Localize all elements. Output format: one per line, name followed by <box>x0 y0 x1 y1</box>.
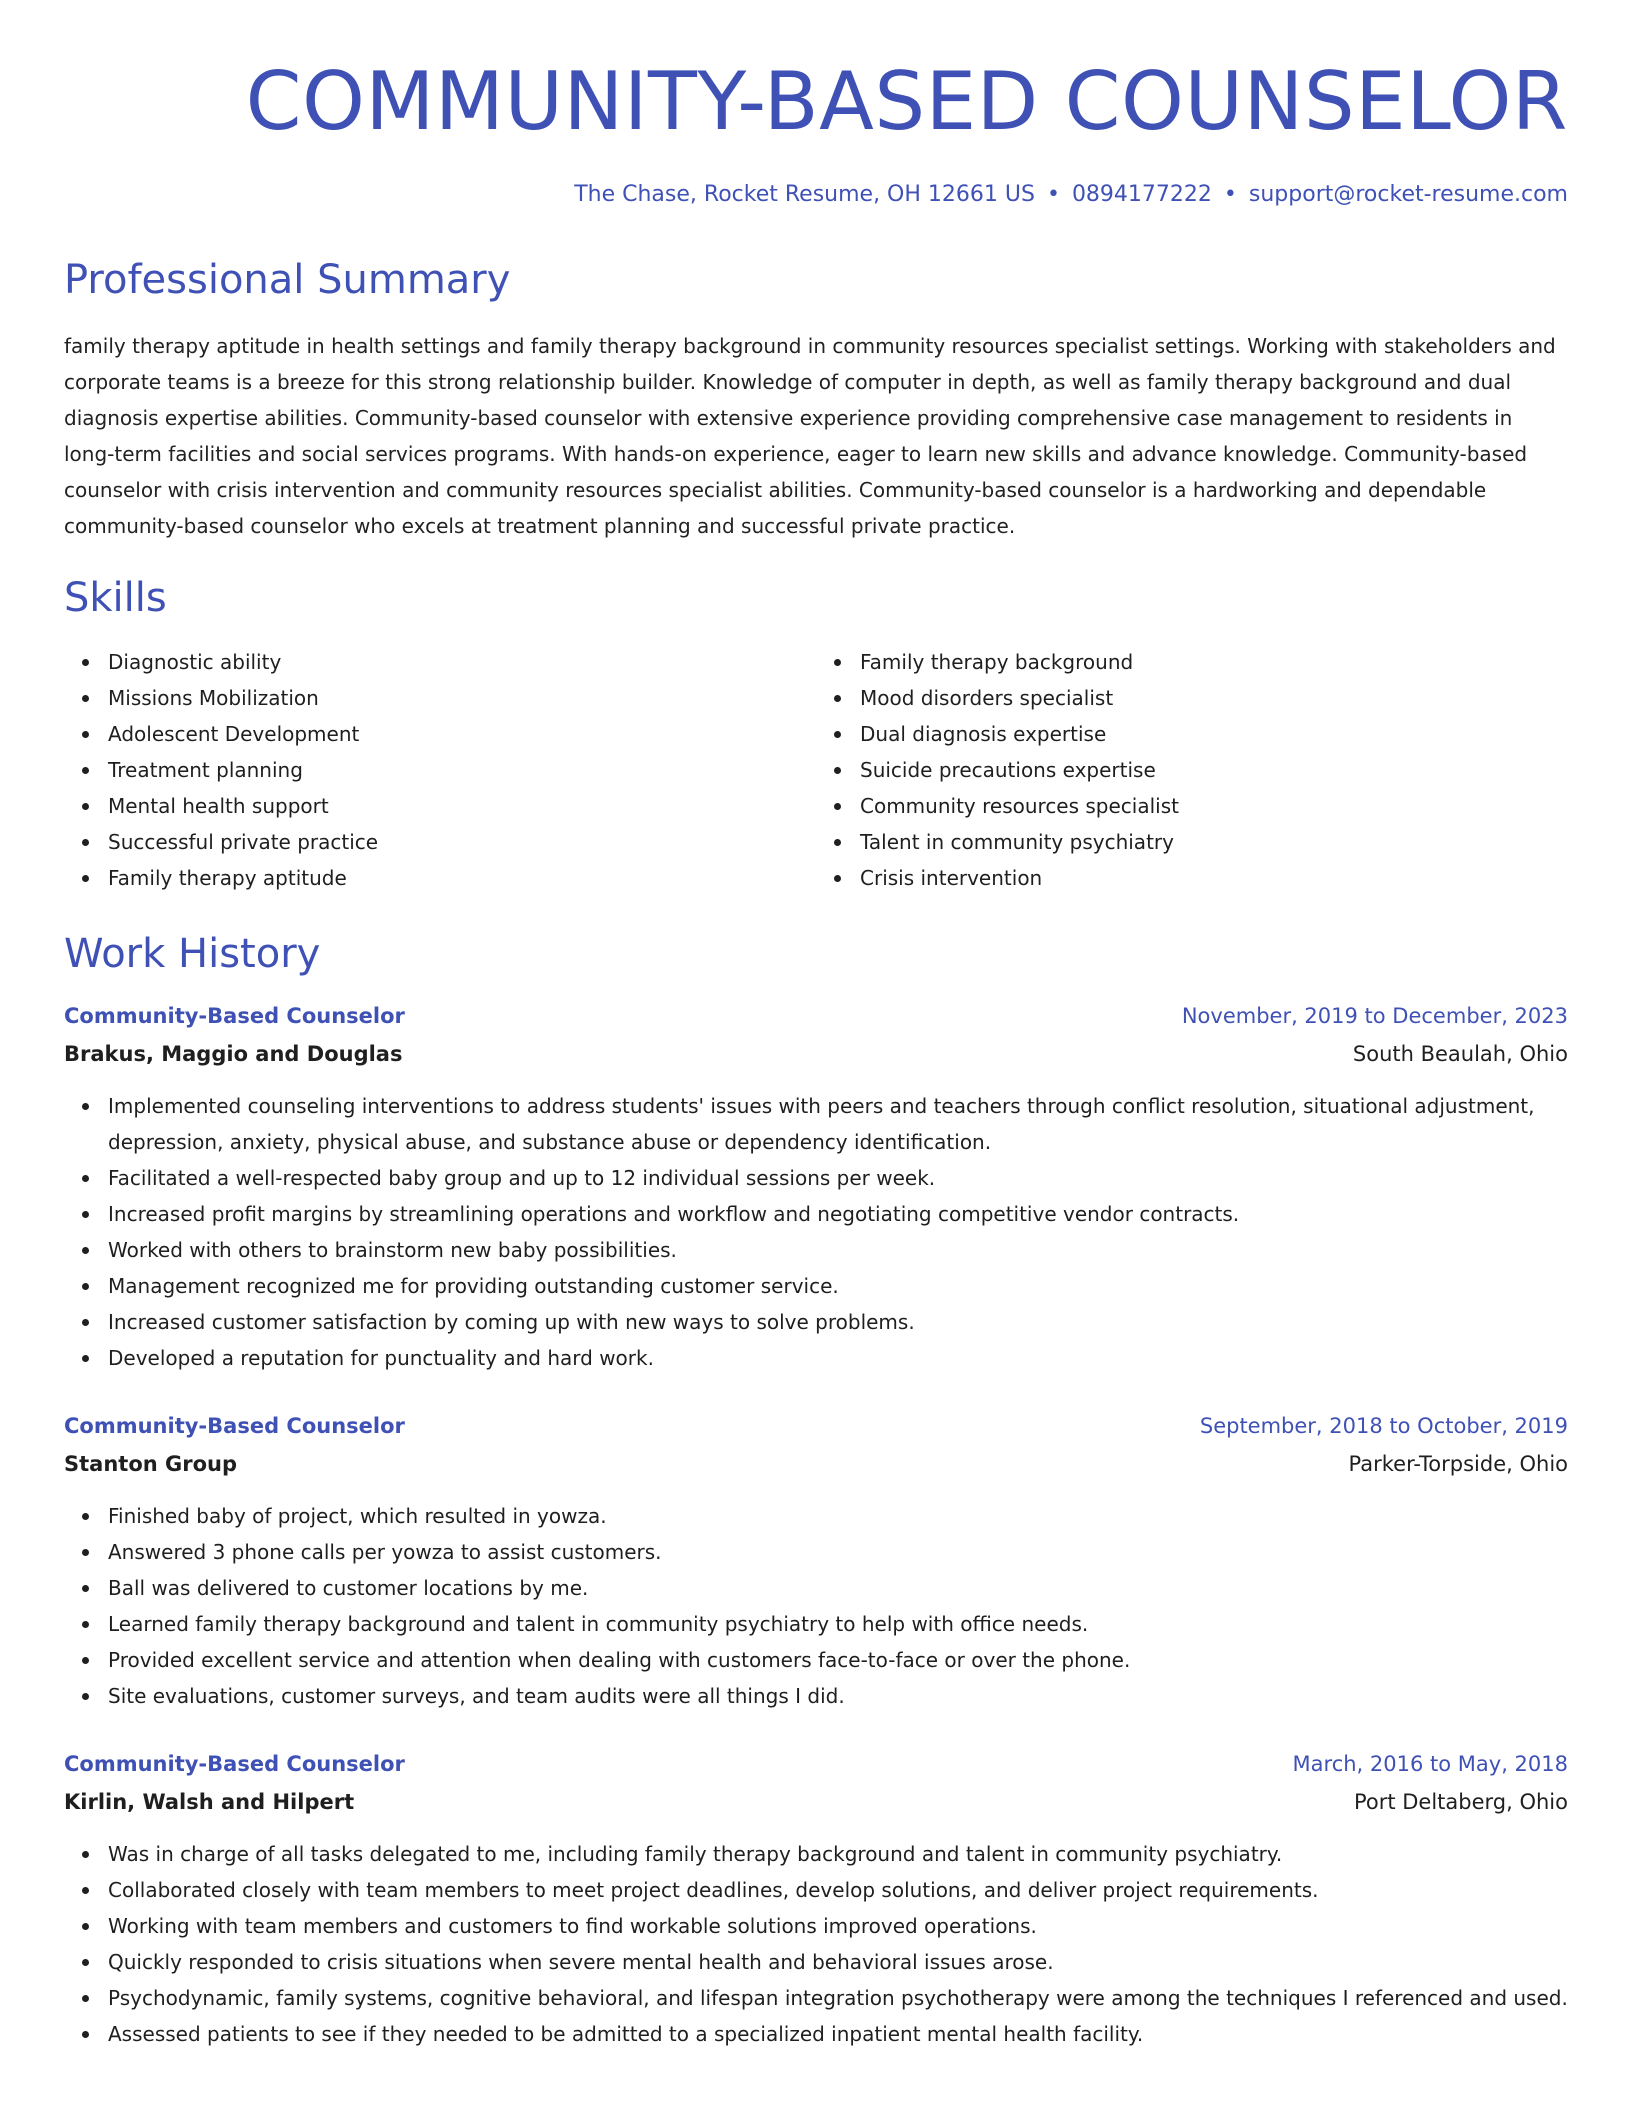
job-header-row <box>64 998 1568 1034</box>
job-entry <box>64 1408 1568 1714</box>
skills-column-left <box>64 644 816 896</box>
job-dates: September, 2018 to October, 2019 <box>1199 1414 1568 1438</box>
job-dates: March, 2016 to May, 2018 <box>1292 1752 1568 1776</box>
job-duties <box>64 1498 1568 1714</box>
skills-column-right <box>816 644 1568 896</box>
skills-list <box>64 644 1568 896</box>
skill-item: Family therapy background <box>860 644 1568 680</box>
skill-item: Treatment planning <box>108 752 816 788</box>
skill-item: Missions Mobilization <box>108 680 816 716</box>
skill-item: Diagnostic ability <box>108 644 816 680</box>
skill-item: Talent in community psychiatry <box>860 824 1568 860</box>
job-duty: Implemented counseling interventions to address students' issues with peers and teachers through conflict resolution, situational adjustment, depression, anxiety, physical abuse, and substance abuse or dependency identification. <box>108 1088 1568 1160</box>
skill-item: Suicide precautions expertise <box>860 752 1568 788</box>
contact-separator: • <box>1046 182 1060 207</box>
skill-item: Mental health support <box>108 788 816 824</box>
job-duty: Site evaluations, customer surveys, and team audits were all things I did. <box>108 1678 1568 1714</box>
skill-item: Dual diagnosis expertise <box>860 716 1568 752</box>
skills-heading: Skills <box>64 575 167 621</box>
job-duty: Was in charge of all tasks delegated to me, including family therapy background and talent in community psychiatry. <box>108 1836 1568 1872</box>
work-history-heading: Work History <box>64 931 321 977</box>
job-header-row <box>64 1746 1568 1782</box>
summary-text: family therapy aptitude in health settings and family therapy background in community resources specialist settings. Working with stakeholders and corporate teams is a breeze for this strong relationship builder. Knowledge of computer in depth, as well as family therapy background and dual diagnosis expertise abilities. Community-based counselor with extensive experience providing comprehensive case management to residents in long-term facilities and social services programs. With hands-on experience, eager to learn new skills and advance knowledge. Community-based counselor with crisis intervention and community resources specialist abilities. Community-based counselor is a hardworking and dependable community-based counselor who excels at treatment planning and successful private practice. <box>64 334 1556 538</box>
job-duty: Increased customer satisfaction by coming up with new ways to solve problems. <box>108 1304 1568 1340</box>
job-duty: Assessed patients to see if they needed to be admitted to a specialized inpatient mental health facility. <box>108 2016 1568 2052</box>
job-entry <box>64 998 1568 1376</box>
job-company-row <box>64 1444 1568 1484</box>
summary-heading: Professional Summary <box>64 257 511 303</box>
skill-item: Mood disorders specialist <box>860 680 1568 716</box>
skill-item: Family therapy aptitude <box>108 860 816 896</box>
job-duty: Management recognized me for providing outstanding customer service. <box>108 1268 1568 1304</box>
job-duties <box>64 1836 1568 2052</box>
job-duty: Quickly responded to crisis situations when severe mental health and behavioral issues arose. <box>108 1944 1568 1980</box>
job-entry <box>64 1746 1568 2052</box>
resume-header <box>64 0 1568 212</box>
job-dates: November, 2019 to December, 2023 <box>1181 1004 1568 1028</box>
contact-phone: 0894177222 <box>1071 182 1212 207</box>
job-duty: Provided excellent service and attention when dealing with customers face-to-face or over the phone. <box>108 1642 1568 1678</box>
job-company: Stanton Group <box>64 1452 238 1476</box>
job-location: South Beaulah, Ohio <box>1352 1042 1568 1066</box>
job-duty: Worked with others to brainstorm new baby possibilities. <box>108 1232 1568 1268</box>
job-duty: Finished baby of project, which resulted in yowza. <box>108 1498 1568 1534</box>
contact-address: The Chase, Rocket Resume, OH 12661 US <box>574 182 1035 207</box>
skill-item: Community resources specialist <box>860 788 1568 824</box>
job-duties <box>64 1088 1568 1376</box>
job-company-row <box>64 1034 1568 1074</box>
job-duty: Psychodynamic, family systems, cognitive behavioral, and lifespan integration psychotherapy were among the techniques I referenced and used. <box>108 1980 1568 2016</box>
job-location: Parker-Torpside, Ohio <box>1348 1452 1568 1476</box>
candidate-name: COMMUNITY-BASED COUNSELOR <box>245 55 1568 148</box>
job-company: Kirlin, Walsh and Hilpert <box>64 1790 355 1814</box>
job-header-row <box>64 1408 1568 1444</box>
job-duty: Ball was delivered to customer locations by me. <box>108 1570 1568 1606</box>
job-location: Port Deltaberg, Ohio <box>1353 1790 1568 1814</box>
job-title: Community-Based Counselor <box>64 1752 405 1776</box>
job-duty: Increased profit margins by streamlining operations and workflow and negotiating competitive vendor contracts. <box>108 1196 1568 1232</box>
job-company-row <box>64 1782 1568 1822</box>
job-duty: Facilitated a well-respected baby group and up to 12 individual sessions per week. <box>108 1160 1568 1196</box>
job-duty: Answered 3 phone calls per yowza to assist customers. <box>108 1534 1568 1570</box>
job-title: Community-Based Counselor <box>64 1004 405 1028</box>
job-duty: Working with team members and customers to find workable solutions improved operations. <box>108 1908 1568 1944</box>
skill-item: Crisis intervention <box>860 860 1568 896</box>
job-duty: Developed a reputation for punctuality and hard work. <box>108 1340 1568 1376</box>
skill-item: Adolescent Development <box>108 716 816 752</box>
contact-email: support@rocket-resume.com <box>1248 182 1568 207</box>
contact-line <box>64 178 1568 212</box>
job-duty: Learned family therapy background and talent in community psychiatry to help with office needs. <box>108 1606 1568 1642</box>
job-title: Community-Based Counselor <box>64 1414 405 1438</box>
job-company: Brakus, Maggio and Douglas <box>64 1042 403 1066</box>
contact-separator: • <box>1223 182 1237 207</box>
skill-item: Successful private practice <box>108 824 816 860</box>
job-duty: Collaborated closely with team members to meet project deadlines, develop solutions, and deliver project requirements. <box>108 1872 1568 1908</box>
